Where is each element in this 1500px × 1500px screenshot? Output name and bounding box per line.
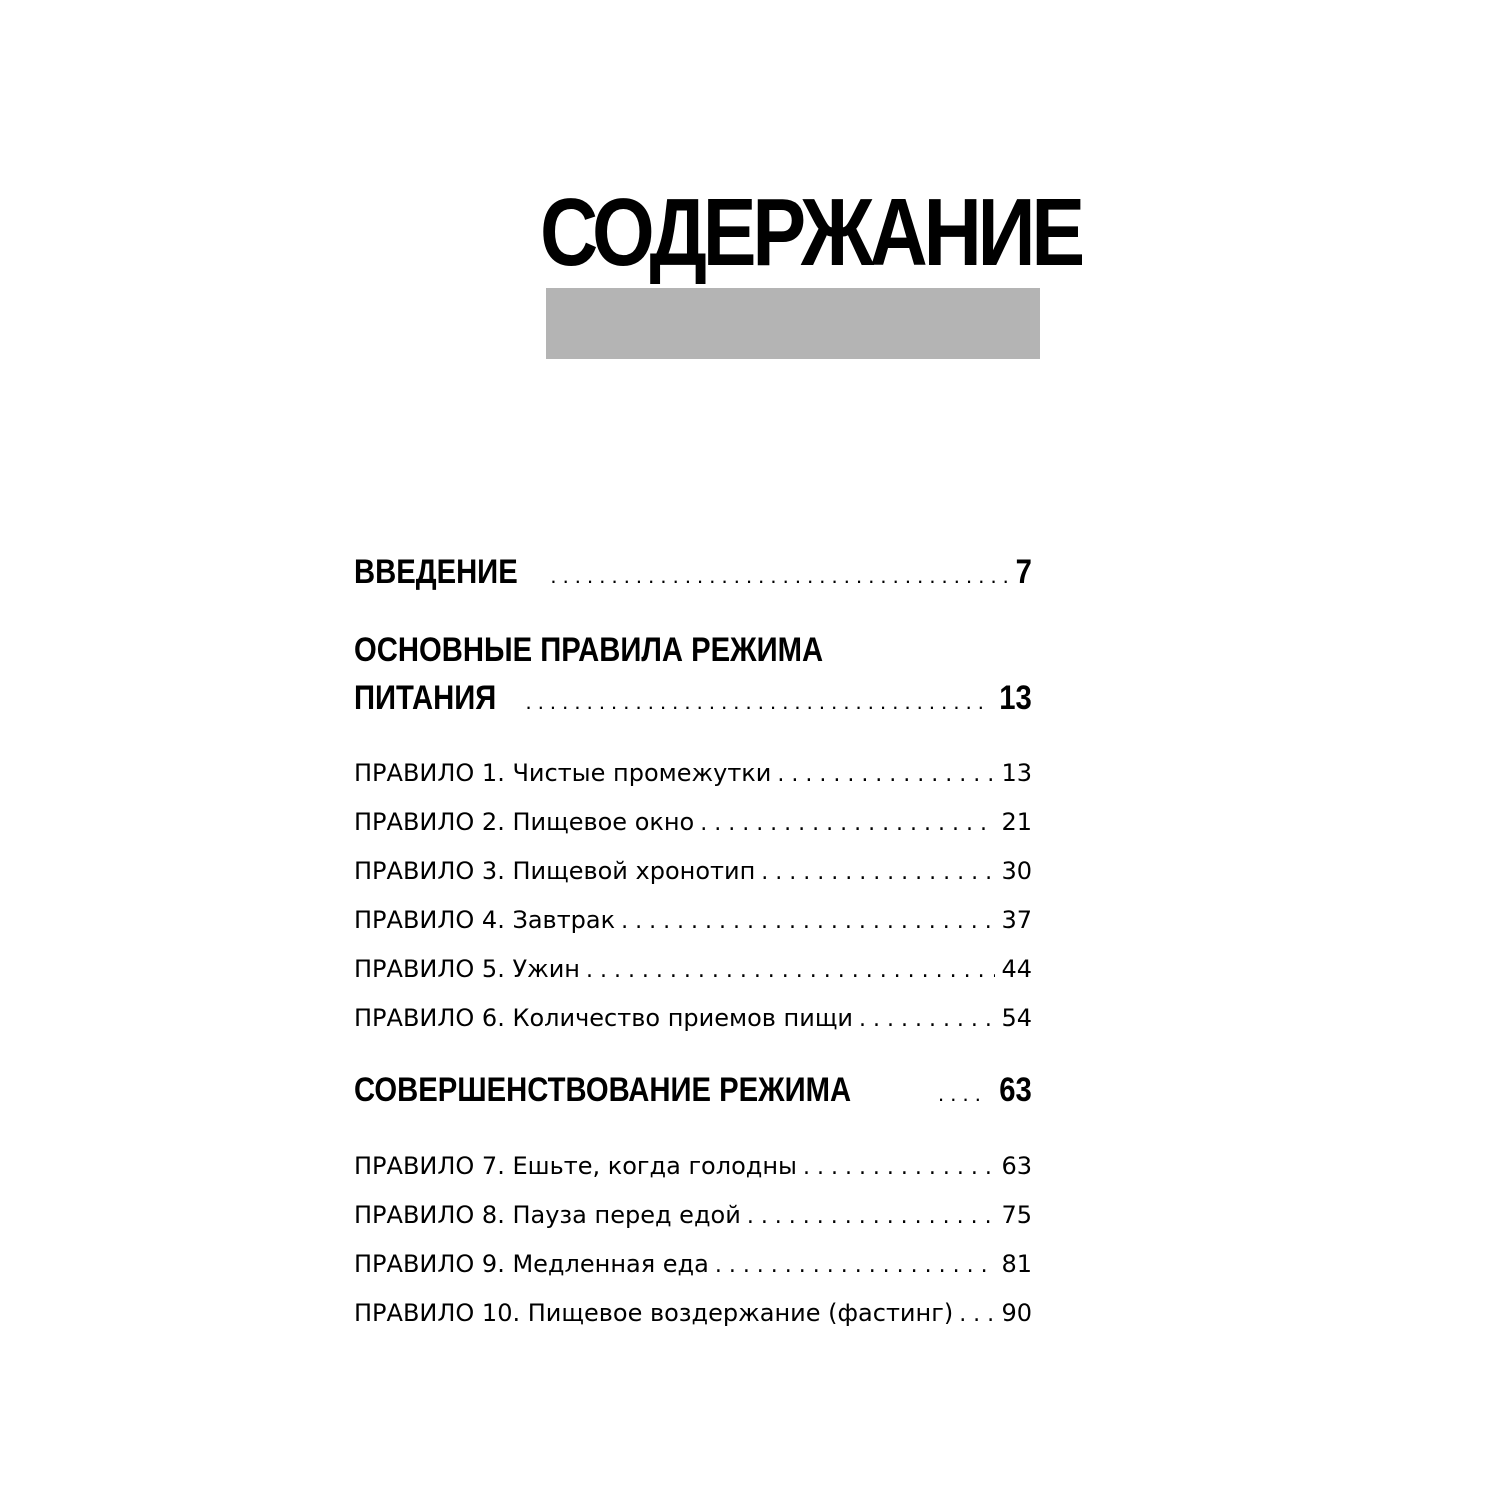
- toc-entry-page: 30: [1001, 857, 1032, 885]
- toc-entry-label: ПРАВИЛО 5. Ужин: [354, 955, 580, 983]
- dot-leader: [621, 907, 995, 937]
- toc-entry-page: 63: [999, 1071, 1032, 1109]
- toc-entry-page: 90: [1001, 1299, 1032, 1327]
- toc-entry-rule[interactable]: [354, 758, 1032, 790]
- page-title: СОДЕРЖАНИЕ: [540, 179, 1081, 286]
- toc-entry-page: 13: [1001, 759, 1032, 787]
- dot-leader: [761, 858, 995, 888]
- toc-entry-label: ПРАВИЛО 9. Медленная еда: [354, 1250, 709, 1278]
- toc-entry-label: ПРАВИЛО 8. Пауза перед едой: [354, 1201, 741, 1229]
- toc-entry-label: ПРАВИЛО 3. Пищевой хронотип: [354, 857, 756, 885]
- toc-entry-label: ПРАВИЛО 7. Ешьте, когда голодны: [354, 1152, 797, 1180]
- toc-entry-label: СОВЕРШЕНСТВОВАНИЕ РЕЖИМА: [354, 1071, 852, 1109]
- toc-entry-rule[interactable]: [354, 954, 1032, 986]
- toc-entry-page: 13: [999, 679, 1032, 717]
- toc-entry-label: ПРАВИЛО 4. Завтрак: [354, 906, 616, 934]
- toc-entry-intro[interactable]: [354, 552, 1032, 596]
- toc-entry-rule[interactable]: [354, 1003, 1032, 1035]
- toc-entry-page: 81: [1001, 1250, 1032, 1278]
- toc-entry-label: ПРАВИЛО 6. Количество приемов пищи: [354, 1004, 854, 1032]
- toc-entry-rule[interactable]: [354, 1249, 1032, 1281]
- toc-entry-rule[interactable]: [354, 807, 1032, 839]
- dot-leader: [938, 1074, 988, 1114]
- toc-entry-part2[interactable]: [354, 1070, 1032, 1114]
- toc-entry-part1[interactable]: [354, 678, 1032, 722]
- toc-entry-label: ПРАВИЛО 10. Пищевое воздержание (фастинг): [354, 1299, 954, 1327]
- toc-entry-rule[interactable]: [354, 1151, 1032, 1183]
- dot-leader: [715, 1251, 996, 1281]
- toc-entry-label: ПРАВИЛО 1. Чистые промежутки: [354, 759, 772, 787]
- dot-leader: [777, 760, 995, 790]
- dot-leader: [959, 1300, 995, 1330]
- toc-entry-page: 75: [1001, 1201, 1032, 1229]
- toc-entry-rule[interactable]: [354, 1298, 1032, 1330]
- toc-entry-page: 44: [1001, 955, 1032, 983]
- dot-leader: [747, 1202, 996, 1232]
- toc-entry-rule[interactable]: [354, 1200, 1032, 1232]
- toc-entry-page: 7: [1015, 553, 1032, 591]
- toc-entry-page: 21: [1001, 808, 1032, 836]
- toc-entry-page: 63: [1001, 1152, 1032, 1180]
- toc-entry-label: ПИТАНИЯ: [354, 679, 497, 717]
- dot-leader: [550, 556, 1007, 596]
- toc-entry-page: 37: [1001, 906, 1032, 934]
- toc-entry-rule[interactable]: [354, 905, 1032, 937]
- toc-entry-label: ПРАВИЛО 2. Пищевое окно: [354, 808, 695, 836]
- dot-leader: [525, 682, 988, 722]
- toc-entry-label: ВВЕДЕНИЕ: [354, 553, 518, 591]
- dot-leader: [803, 1153, 995, 1183]
- toc-section-title-line1[interactable]: ОСНОВНЫЕ ПРАВИЛА РЕЖИМА: [354, 631, 824, 669]
- toc-entry-page: 54: [1001, 1004, 1032, 1032]
- dot-leader: [700, 809, 995, 839]
- toc-entry-rule[interactable]: [354, 856, 1032, 888]
- dot-leader: [586, 956, 995, 986]
- dot-leader: [859, 1005, 995, 1035]
- title-underline-bar: [546, 288, 1040, 359]
